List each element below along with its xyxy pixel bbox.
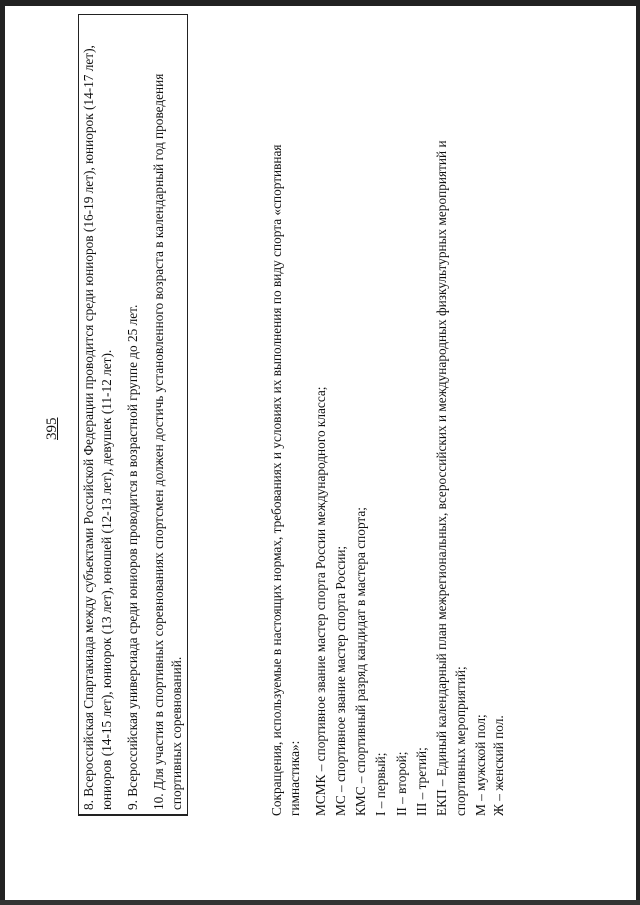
scan-border-top [0,0,640,6]
scan-border-left [0,0,5,905]
rotated-content [40,45,600,852]
table-cell-empty [79,815,188,816]
abbreviation-item: Ж – женский пол. [491,715,507,816]
abbreviations-section [268,76,509,816]
notes-table [78,14,188,816]
page-number: 395 [44,417,60,440]
note-9: 9. Всероссийская универсиада среди юниоров проводится в возрастной группе до 25 лет. [125,304,140,810]
abbreviations-intro: Сокращения, используемые в настоящих нормах, требованиях и условиях их выполнения по виду спорта «спортивная гимнастика»: [269,144,303,816]
abbreviation-item: КМС – спортивный разряд кандидат в мастера спорта; [353,507,369,816]
abbreviation-item: М – мужской пол; [472,714,488,816]
abbreviation-item: II – второй; [393,751,409,816]
scan-border-right [636,0,640,905]
abbreviation-item: МСМК – спортивное звание мастер спорта России международного класса; [312,386,328,816]
abbreviation-item: МС – спортивное звание мастер спорта России; [332,545,348,816]
note-8: 8. Всероссийская Спартакиада между субъектами Российской Федерации проводится среди юниоров (16-19 лет), юниорок (14-17 лет), юниоров (14-15 лет), юниорок (13 лет), юношей (12-13 лет), девушек (11-12 лет). [81,45,114,810]
abbreviation-item: ЕКП – Единый календарный план межрегиональных, всероссийских и международных физкультурных мероприятий и спортивных мероприятий; [434,140,468,816]
note-10: 10. Для участия в спортивных соревнованиях спортсмен должен достичь установленного возраста в календарный год проведения спортивных соревнований. [151,73,184,810]
abbreviation-item: III – третий; [414,747,430,816]
table-row [79,15,188,816]
notes-cell [79,15,188,815]
abbreviation-item: I – первый; [373,752,389,816]
scan-border-bottom [0,900,640,905]
